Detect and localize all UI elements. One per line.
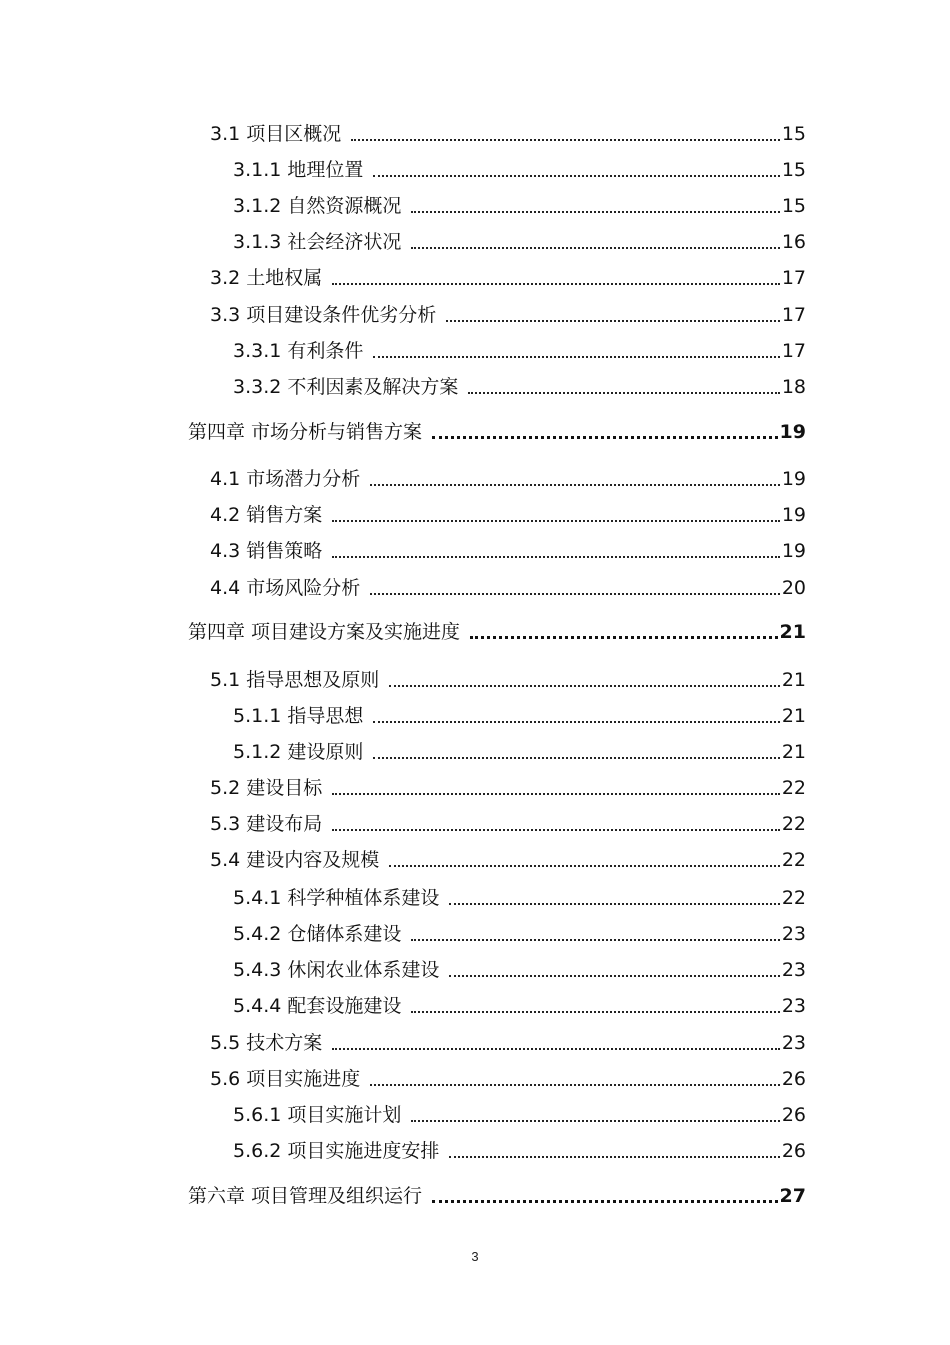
toc-entry-title: 4.4 市场风险分析 (210, 577, 361, 599)
toc-chapter-entry[interactable] (188, 1178, 806, 1208)
toc-entry[interactable] (233, 880, 806, 910)
dot-leader (411, 211, 779, 213)
toc-entry-page: 19 (781, 540, 806, 562)
toc-entry-page: 22 (781, 777, 806, 799)
toc-entry[interactable] (233, 916, 806, 946)
toc-entry-title: 5.6 项目实施进度 (210, 1068, 361, 1090)
toc-entry-page: 21 (781, 705, 806, 727)
dot-leader (470, 636, 778, 639)
toc-entry[interactable] (233, 224, 806, 254)
toc-entry-title: 4.1 市场潜力分析 (210, 468, 361, 490)
dot-leader (389, 685, 780, 687)
dot-leader (370, 1084, 780, 1086)
toc-entry[interactable] (233, 988, 806, 1018)
dot-leader (373, 721, 779, 723)
toc-entry[interactable] (210, 260, 806, 290)
toc-entry-page: 15 (781, 195, 806, 217)
toc-entry[interactable] (233, 333, 806, 363)
toc-entry-page: 26 (781, 1140, 806, 1162)
toc-entry-title: 5.3 建设布局 (210, 813, 323, 835)
toc-entry[interactable] (233, 369, 806, 399)
toc-entry[interactable] (210, 1025, 806, 1055)
dot-leader (373, 356, 779, 358)
dot-leader (370, 593, 780, 595)
toc-entry-page: 17 (781, 304, 806, 326)
toc-entry[interactable] (210, 770, 806, 800)
toc-entry[interactable] (210, 297, 806, 327)
toc-entry-title: 3.2 土地权属 (210, 267, 323, 289)
toc-entry-page: 16 (781, 231, 806, 253)
toc-entry-page: 18 (781, 376, 806, 398)
dot-leader (432, 1200, 778, 1203)
toc-entry-page: 21 (779, 621, 806, 643)
dot-leader (373, 175, 779, 177)
toc-entry-page: 26 (781, 1068, 806, 1090)
dot-leader (332, 283, 780, 285)
dot-leader (389, 865, 780, 867)
toc-entry[interactable] (210, 662, 806, 692)
toc-entry-title: 3.3.2 不利因素及解决方案 (233, 376, 459, 398)
dot-leader (411, 1011, 779, 1013)
toc-entry-page: 19 (781, 468, 806, 490)
dot-leader (411, 1120, 779, 1122)
dot-leader (468, 392, 779, 394)
toc-entry-title: 5.6.1 项目实施计划 (233, 1104, 402, 1126)
toc-entry-page: 15 (781, 123, 806, 145)
toc-entry-title: 第四章 项目建设方案及实施进度 (188, 621, 461, 643)
dot-leader (332, 793, 780, 795)
toc-entry-title: 3.3 项目建设条件优劣分析 (210, 304, 437, 326)
toc-entry-title: 5.2 建设目标 (210, 777, 323, 799)
toc-entry[interactable] (233, 734, 806, 764)
toc-entry-page: 17 (781, 267, 806, 289)
toc-entry[interactable] (233, 188, 806, 218)
toc-entry-page: 20 (781, 577, 806, 599)
dot-leader (449, 1156, 779, 1158)
toc-entry-page: 26 (781, 1104, 806, 1126)
toc-entry[interactable] (210, 497, 806, 527)
dot-leader (332, 556, 780, 558)
toc-entry[interactable] (210, 116, 806, 146)
toc-entry-title: 5.4 建设内容及规模 (210, 849, 380, 871)
toc-entry-page: 15 (781, 159, 806, 181)
dot-leader (411, 247, 779, 249)
toc-entry[interactable] (210, 533, 806, 563)
toc-entry-title: 第六章 项目管理及组织运行 (188, 1185, 423, 1207)
dot-leader (332, 829, 780, 831)
toc-entry-page: 22 (781, 849, 806, 871)
toc-entry-title: 3.3.1 有利条件 (233, 340, 364, 362)
toc-entry-page: 23 (781, 1032, 806, 1054)
toc-entry-page: 27 (779, 1185, 806, 1207)
toc-entry-title: 5.4.1 科学种植体系建设 (233, 887, 440, 909)
toc-entry-title: 5.1.2 建设原则 (233, 741, 364, 763)
toc-entry-title: 5.4.3 休闲农业体系建设 (233, 959, 440, 981)
toc-entry-title: 5.4.4 配套设施建设 (233, 995, 402, 1017)
toc-entry[interactable] (210, 461, 806, 491)
toc-entry[interactable] (210, 842, 806, 872)
toc-entry-title: 5.6.2 项目实施进度安排 (233, 1140, 440, 1162)
toc-entry-page: 23 (781, 923, 806, 945)
toc-entry-page: 21 (781, 669, 806, 691)
toc-entry[interactable] (233, 698, 806, 728)
toc-entry-title: 4.2 销售方案 (210, 504, 323, 526)
dot-leader (370, 484, 780, 486)
toc-entry-page: 23 (781, 995, 806, 1017)
toc-entry-title: 3.1 项目区概况 (210, 123, 342, 145)
dot-leader (332, 1048, 780, 1050)
toc-entry[interactable] (233, 1133, 806, 1163)
dot-leader (449, 903, 779, 905)
dot-leader (411, 939, 779, 941)
toc-entry-title: 5.1 指导思想及原则 (210, 669, 380, 691)
page-number: 3 (471, 1249, 479, 1264)
toc-entry[interactable] (233, 952, 806, 982)
toc-entry-page: 22 (781, 813, 806, 835)
toc-entry[interactable] (233, 1097, 806, 1127)
toc-entry-page: 19 (781, 504, 806, 526)
toc-entry-title: 3.1.1 地理位置 (233, 159, 364, 181)
toc-entry-page: 21 (781, 741, 806, 763)
toc-chapter-entry[interactable] (188, 414, 806, 444)
toc-entry[interactable] (233, 152, 806, 182)
toc-entry-page: 17 (781, 340, 806, 362)
toc-entry[interactable] (210, 1061, 806, 1091)
toc-entry-title: 4.3 销售策略 (210, 540, 323, 562)
toc-entry-title: 第四章 市场分析与销售方案 (188, 421, 423, 443)
toc-entry-title: 3.1.2 自然资源概况 (233, 195, 402, 217)
toc-entry[interactable] (210, 806, 806, 836)
toc-entry-page: 22 (781, 887, 806, 909)
toc-entry-title: 3.1.3 社会经济状况 (233, 231, 402, 253)
toc-entry-page: 23 (781, 959, 806, 981)
toc-entry[interactable] (210, 570, 806, 600)
toc-chapter-entry[interactable] (188, 614, 806, 644)
dot-leader (449, 975, 779, 977)
dot-leader (432, 436, 778, 439)
dot-leader (373, 757, 779, 759)
toc-entry-page: 19 (779, 421, 806, 443)
dot-leader (446, 320, 780, 322)
dot-leader (351, 139, 780, 141)
toc-entry-title: 5.5 技术方案 (210, 1032, 323, 1054)
toc-entry-title: 5.1.1 指导思想 (233, 705, 364, 727)
toc-entry-title: 5.4.2 仓储体系建设 (233, 923, 402, 945)
dot-leader (332, 520, 780, 522)
